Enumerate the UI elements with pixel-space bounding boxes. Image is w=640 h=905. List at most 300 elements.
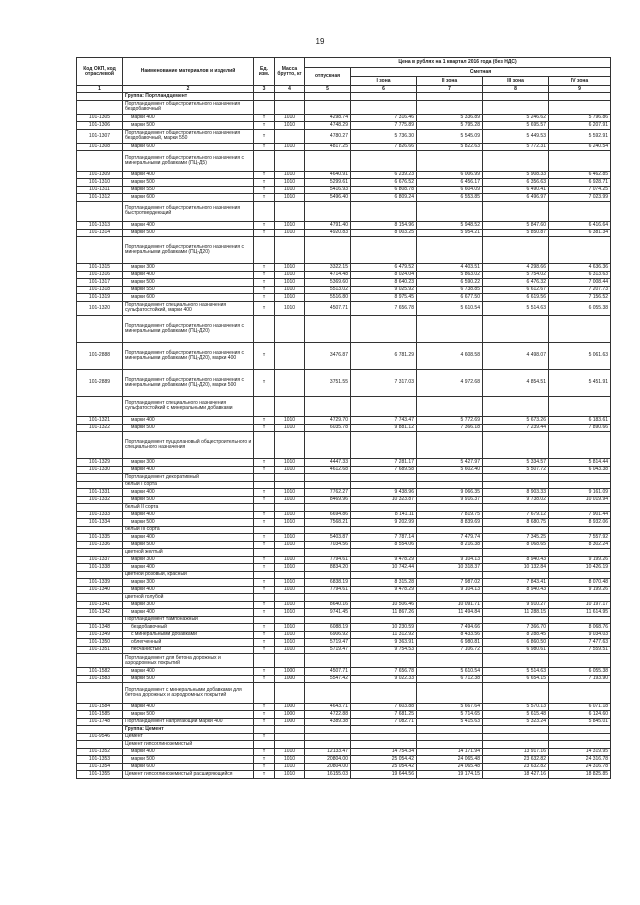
price-zone-3: 5 754.02 xyxy=(483,271,549,279)
mass: 1000 xyxy=(275,718,305,726)
empty-cell xyxy=(483,432,549,459)
okp-code: 101-1342 xyxy=(77,609,123,617)
price-release: 4714.48 xyxy=(305,271,351,279)
empty-cell xyxy=(417,481,483,489)
item-name: марки 500 xyxy=(123,424,254,432)
price-zone-2: 7 479.74 xyxy=(417,534,483,542)
item-name: облегченный xyxy=(123,639,254,647)
price-release: 4298.74 xyxy=(305,114,351,122)
empty-cell xyxy=(254,481,275,489)
okp-code: 101-1310 xyxy=(77,179,123,187)
header-zone-2: II зона xyxy=(417,77,483,86)
mass: 1000 xyxy=(275,703,305,711)
price-zone-3: 4 298.66 xyxy=(483,264,549,272)
price-release: 5403.87 xyxy=(305,534,351,542)
column-number: 9 xyxy=(549,86,611,93)
price-zone-2: 6 677.50 xyxy=(417,294,483,302)
empty-cell xyxy=(483,571,549,579)
unit: т xyxy=(254,564,275,572)
empty-cell xyxy=(275,741,305,749)
price-release: 6035.78 xyxy=(305,424,351,432)
price-zone-1: 8 554.06 xyxy=(351,541,417,549)
price-zone-1: 9 438.96 xyxy=(351,489,417,497)
empty-cell xyxy=(275,594,305,602)
price-release: 16155.03 xyxy=(305,771,351,779)
price-zone-4: 8 070.48 xyxy=(549,579,611,587)
table-row xyxy=(77,668,611,676)
table-row xyxy=(77,114,611,122)
price-zone-3: 7 366.70 xyxy=(483,624,549,632)
price-zone-2: 6 980.81 xyxy=(417,639,483,647)
empty-cell xyxy=(549,151,611,172)
table-row xyxy=(77,564,611,572)
mass xyxy=(275,342,305,369)
empty-cell xyxy=(254,594,275,602)
price-zone-1: 25 054.42 xyxy=(351,763,417,771)
unit: т xyxy=(254,466,275,474)
unit: т xyxy=(254,171,275,179)
price-zone-3: 5 449.53 xyxy=(483,129,549,143)
price-zone-1: 7 787.14 xyxy=(351,534,417,542)
mass: 1000 xyxy=(275,711,305,719)
price-release: 5416.93 xyxy=(305,186,351,194)
table-row xyxy=(77,459,611,467)
empty-cell xyxy=(305,526,351,534)
empty-cell xyxy=(275,726,305,734)
subheading-row xyxy=(77,526,611,534)
table-row xyxy=(77,301,611,315)
okp-code: 101-1318 xyxy=(77,286,123,294)
empty-cell xyxy=(549,526,611,534)
item-name: марки 400 xyxy=(123,114,254,122)
empty-cell xyxy=(305,474,351,482)
item-name: марки 500 xyxy=(123,675,254,683)
price-zone-1: 8 154.96 xyxy=(351,222,417,230)
price-zone-4: 9 034.03 xyxy=(549,631,611,639)
price-zone-4: 9 199.26 xyxy=(549,586,611,594)
price-zone-3: 5 514.63 xyxy=(483,301,549,315)
code-cell xyxy=(77,432,123,459)
empty-cell xyxy=(254,432,275,459)
table-row xyxy=(77,466,611,474)
empty-cell xyxy=(417,741,483,749)
price-release: 4791.40 xyxy=(305,222,351,230)
price-zone-1: 8 003.25 xyxy=(351,229,417,237)
empty-cell xyxy=(417,683,483,704)
unit: т xyxy=(254,703,275,711)
okp-code: 101-1308 xyxy=(77,143,123,151)
price-zone-2: 6 712.38 xyxy=(417,675,483,683)
group-name: Группа: Цемент xyxy=(123,726,254,734)
price-zone-2: 9 066.35 xyxy=(417,489,483,497)
item-name: марки 400 xyxy=(123,748,254,756)
subheading-name: Портландцемент пуццолановый общестроительного и специального назначения xyxy=(123,432,254,459)
price-zone-3: 6 619.56 xyxy=(483,294,549,302)
mass: 1010 xyxy=(275,541,305,549)
mass xyxy=(275,369,305,396)
price-zone-1: 10 230.59 xyxy=(351,624,417,632)
unit: т xyxy=(254,179,275,187)
empty-cell xyxy=(483,726,549,734)
okp-code: 101-1583 xyxy=(77,675,123,683)
price-release: 6838.19 xyxy=(305,579,351,587)
price-release xyxy=(305,733,351,741)
price-release: 4640.91 xyxy=(305,171,351,179)
unit: т xyxy=(254,675,275,683)
empty-cell xyxy=(254,315,275,342)
price-zone-3: 6 980.61 xyxy=(483,646,549,654)
okp-code: 101-1309 xyxy=(77,171,123,179)
empty-cell xyxy=(275,526,305,534)
okp-code: 101-1330 xyxy=(77,466,123,474)
empty-cell xyxy=(275,474,305,482)
okp-code: 101-1320 xyxy=(77,301,123,315)
price-zone-3: 7 239.44 xyxy=(483,424,549,432)
price-zone-1: 6 239.23 xyxy=(351,171,417,179)
price-zone-4: 9 199.26 xyxy=(549,556,611,564)
empty-cell xyxy=(483,100,549,114)
empty-cell xyxy=(275,93,305,101)
item-name: марки 600 xyxy=(123,763,254,771)
okp-code: 101-1353 xyxy=(77,756,123,764)
unit: т xyxy=(254,718,275,726)
price-release: 6906.92 xyxy=(305,631,351,639)
empty-cell xyxy=(305,683,351,704)
unit: т xyxy=(254,756,275,764)
empty-cell xyxy=(254,549,275,557)
subheading-row xyxy=(77,594,611,602)
empty-cell xyxy=(417,396,483,417)
okp-code: 101-1314 xyxy=(77,229,123,237)
group-name: Группа: Портландцемент xyxy=(123,93,254,101)
empty-cell xyxy=(254,93,275,101)
price-zone-2: 5 954.21 xyxy=(417,229,483,237)
price-zone-2: 5 772.69 xyxy=(417,417,483,425)
empty-cell xyxy=(483,526,549,534)
okp-code: 101-2888 xyxy=(77,342,123,369)
mass: 1010 xyxy=(275,279,305,287)
code-cell xyxy=(77,549,123,557)
price-zone-4: 8 302.24 xyxy=(549,541,611,549)
price-zone-2: 9 916.37 xyxy=(417,496,483,504)
column-number: 3 xyxy=(254,86,275,93)
table-row xyxy=(77,763,611,771)
price-zone-3: 6 860.50 xyxy=(483,639,549,647)
price-zone-3: 6 612.67 xyxy=(483,286,549,294)
price-zone-3: 8 940.43 xyxy=(483,586,549,594)
code-cell xyxy=(77,654,123,668)
mass xyxy=(275,129,305,143)
price-zone-3: 9 910.27 xyxy=(483,601,549,609)
subheading-row xyxy=(77,549,611,557)
subheading-row xyxy=(77,616,611,624)
subheading-row xyxy=(77,741,611,749)
table-row xyxy=(77,586,611,594)
price-release: 8469.96 xyxy=(305,496,351,504)
header-name: Наименование материалов и изделий xyxy=(123,58,254,86)
price-zone-1: 7 656.78 xyxy=(351,668,417,676)
price-zone-3: 5 507.72 xyxy=(483,466,549,474)
unit: т xyxy=(254,624,275,632)
price-table xyxy=(76,57,611,779)
price-zone-3: 5 772.31 xyxy=(483,143,549,151)
mass: 1010 xyxy=(275,763,305,771)
empty-cell xyxy=(351,396,417,417)
mass: 1010 xyxy=(275,466,305,474)
empty-cell xyxy=(305,616,351,624)
code-cell xyxy=(77,526,123,534)
empty-cell xyxy=(351,594,417,602)
price-zone-3: 5 695.57 xyxy=(483,122,549,130)
unit: т xyxy=(254,771,275,779)
empty-cell xyxy=(417,432,483,459)
unit: т xyxy=(254,711,275,719)
empty-cell xyxy=(351,201,417,222)
empty-cell xyxy=(351,474,417,482)
okp-code: 101-1337 xyxy=(77,556,123,564)
price-zone-4: 5 796.86 xyxy=(549,114,611,122)
price-zone-4: 7 008.44 xyxy=(549,279,611,287)
subheading-row xyxy=(77,474,611,482)
empty-cell xyxy=(275,481,305,489)
price-zone-3: 7 345.25 xyxy=(483,534,549,542)
subheading-name: белый I сорта xyxy=(123,481,254,489)
price-zone-1: 11 867.26 xyxy=(351,609,417,617)
mass: 1010 xyxy=(275,143,305,151)
subheading-name: Портландцемент общестроительного назначения с минеральными добавками (ПЦ-Д20) xyxy=(123,315,254,342)
price-zone-4: 24 316.78 xyxy=(549,763,611,771)
subheading-name: Портландцемент специального назначения сульфатостойкий с минеральными добавками xyxy=(123,396,254,417)
empty-cell xyxy=(305,93,351,101)
price-zone-3: 5 334.57 xyxy=(483,459,549,467)
code-cell xyxy=(77,504,123,512)
code-cell xyxy=(77,571,123,579)
price-zone-1: 8 141.11 xyxy=(351,511,417,519)
item-name: марки 400 xyxy=(123,609,254,617)
subheading-row xyxy=(77,396,611,417)
mass: 1010 xyxy=(275,556,305,564)
okp-code: 101-1582 xyxy=(77,668,123,676)
column-number: 1 xyxy=(77,86,123,93)
price-zone-3: 5 847.60 xyxy=(483,222,549,230)
price-zone-4: 5 845.01 xyxy=(549,718,611,726)
price-zone-2: 7 819.75 xyxy=(417,511,483,519)
price-zone-1: 6 808.78 xyxy=(351,186,417,194)
okp-code: 101-1329 xyxy=(77,459,123,467)
column-number: 2 xyxy=(123,86,254,93)
empty-cell xyxy=(254,504,275,512)
price-zone-3: 6 476.32 xyxy=(483,279,549,287)
code-cell xyxy=(77,616,123,624)
empty-cell xyxy=(254,741,275,749)
table-row xyxy=(77,264,611,272)
mass: 1010 xyxy=(275,496,305,504)
price-zone-2: 6 590.22 xyxy=(417,279,483,287)
subheading-name: Портландцемент общестроительного назначения с минеральными добавками (ПЦ-Д5) xyxy=(123,151,254,172)
price-zone-4: 6 183.61 xyxy=(549,417,611,425)
mass: 1010 xyxy=(275,459,305,467)
price-zone-2: 7 987.02 xyxy=(417,579,483,587)
mass: 1010 xyxy=(275,756,305,764)
empty-cell xyxy=(351,315,417,342)
price-zone-1: 8 640.23 xyxy=(351,279,417,287)
subheading-name: белый III сорта xyxy=(123,526,254,534)
item-name: марки 500 xyxy=(123,279,254,287)
price-zone-2: 5 545.09 xyxy=(417,129,483,143)
price-release: 4389.38 xyxy=(305,718,351,726)
code-cell xyxy=(77,726,123,734)
price-zone-3: 5 246.62 xyxy=(483,114,549,122)
empty-cell xyxy=(549,571,611,579)
price-zone-3: 4 498.07 xyxy=(483,342,549,369)
empty-cell xyxy=(549,594,611,602)
price-zone-1: 6 676.52 xyxy=(351,179,417,187)
table-row xyxy=(77,601,611,609)
table-row xyxy=(77,609,611,617)
price-release: 6694.86 xyxy=(305,511,351,519)
okp-code: 101-1305 xyxy=(77,114,123,122)
price-release: 7034.56 xyxy=(305,541,351,549)
okp-code: 101-1312 xyxy=(77,194,123,202)
okp-code: 101-2889 xyxy=(77,369,123,396)
subheading-row xyxy=(77,571,611,579)
empty-cell xyxy=(483,504,549,512)
empty-cell xyxy=(483,594,549,602)
unit: т xyxy=(254,534,275,542)
item-name: марки 600 xyxy=(123,194,254,202)
table-row xyxy=(77,631,611,639)
price-zone-2: 4 403.51 xyxy=(417,264,483,272)
empty-cell xyxy=(275,396,305,417)
column-number: 7 xyxy=(417,86,483,93)
price-zone-3: 8 068.65 xyxy=(483,541,549,549)
price-zone-2: 4 608.58 xyxy=(417,342,483,369)
subheading-row xyxy=(77,151,611,172)
price-zone-2: 6 553.85 xyxy=(417,194,483,202)
price-zone-1: 9 881.12 xyxy=(351,424,417,432)
price-zone-4: 14 319.95 xyxy=(549,748,611,756)
item-name: марки 500 xyxy=(123,179,254,187)
price-zone-4: 24 316.78 xyxy=(549,756,611,764)
price-zone-1: 9 022.33 xyxy=(351,675,417,683)
empty-cell xyxy=(254,571,275,579)
item-name: Портландцемент специального назначения сульфатостойкий, марки 400 xyxy=(123,301,254,315)
unit: т xyxy=(254,748,275,756)
empty-cell xyxy=(549,741,611,749)
price-release: 4507.71 xyxy=(305,301,351,315)
price-zone-4: 6 416.64 xyxy=(549,222,611,230)
mass: 1010 xyxy=(275,286,305,294)
okp-code: 101-1333 xyxy=(77,511,123,519)
okp-code: 101-1338 xyxy=(77,564,123,572)
price-zone-2: 24 065.48 xyxy=(417,756,483,764)
empty-cell xyxy=(417,100,483,114)
price-zone-3: 4 854.51 xyxy=(483,369,549,396)
header-zone-4: IV зона xyxy=(549,77,611,86)
mass: 1010 xyxy=(275,631,305,639)
mass: 1010 xyxy=(275,294,305,302)
subheading-row xyxy=(77,315,611,342)
empty-cell xyxy=(417,237,483,264)
mass: 1010 xyxy=(275,624,305,632)
empty-cell xyxy=(305,201,351,222)
empty-cell xyxy=(483,201,549,222)
price-zone-2: 6 604.09 xyxy=(417,186,483,194)
item-name: марки 500 xyxy=(123,496,254,504)
empty-cell xyxy=(417,726,483,734)
price-zone-2: 5 667.64 xyxy=(417,703,483,711)
subheading-row xyxy=(77,654,611,668)
mass: 1010 xyxy=(275,601,305,609)
subheading-row xyxy=(77,201,611,222)
price-zone-1: 7 603.88 xyxy=(351,703,417,711)
item-name: марки 400 xyxy=(123,222,254,230)
item-name: Портландцемент общестроительного назначения с минеральными добавками (ПЦ-Д20), марки 500 xyxy=(123,369,254,396)
table-row xyxy=(77,342,611,369)
price-zone-4: 7 901.44 xyxy=(549,511,611,519)
unit: т xyxy=(254,264,275,272)
okp-code: 101-1336 xyxy=(77,541,123,549)
code-cell xyxy=(77,93,123,101)
okp-code: 101-1307 xyxy=(77,129,123,143)
okp-code: 101-1341 xyxy=(77,601,123,609)
empty-cell xyxy=(483,683,549,704)
empty-cell xyxy=(549,726,611,734)
table-row xyxy=(77,703,611,711)
mass: 1010 xyxy=(275,511,305,519)
price-zone-3: 5 514.63 xyxy=(483,668,549,676)
empty-cell xyxy=(275,201,305,222)
mass xyxy=(275,733,305,741)
price-zone-2: 5 336.89 xyxy=(417,114,483,122)
empty-cell xyxy=(351,237,417,264)
header-price-group: Цена в рублях на 1 квартал 2016 года (без НДС) xyxy=(305,58,611,68)
price-zone-4: 7 074.25 xyxy=(549,186,611,194)
empty-cell xyxy=(275,432,305,459)
empty-cell xyxy=(417,93,483,101)
price-zone-2: 5 822.63 xyxy=(417,143,483,151)
empty-cell xyxy=(483,616,549,624)
table-row xyxy=(77,229,611,237)
unit: т xyxy=(254,646,275,654)
empty-cell xyxy=(417,549,483,557)
price-zone-2: 8 839.69 xyxy=(417,519,483,527)
table-row xyxy=(77,579,611,587)
empty-cell xyxy=(351,726,417,734)
unit: т xyxy=(254,541,275,549)
table-row xyxy=(77,711,611,719)
column-number-row xyxy=(77,86,611,93)
header-release: отпускная xyxy=(305,68,351,86)
item-name: марки 400 xyxy=(123,586,254,594)
table-row xyxy=(77,748,611,756)
price-release: 9741.45 xyxy=(305,609,351,617)
empty-cell xyxy=(305,726,351,734)
empty-cell xyxy=(483,151,549,172)
empty-cell xyxy=(254,474,275,482)
item-name: с минеральными добавками xyxy=(123,631,254,639)
price-zone-2: 5 427.97 xyxy=(417,459,483,467)
price-release: 4612.68 xyxy=(305,466,351,474)
item-name: марки 400 xyxy=(123,417,254,425)
item-name: марки 400 xyxy=(123,171,254,179)
price-zone-4: 7 477.63 xyxy=(549,639,611,647)
okp-code: 101-1351 xyxy=(77,646,123,654)
unit: т xyxy=(254,489,275,497)
table-row xyxy=(77,556,611,564)
price-zone-4: 6 240.54 xyxy=(549,143,611,151)
price-zone-3: 5 850.87 xyxy=(483,229,549,237)
